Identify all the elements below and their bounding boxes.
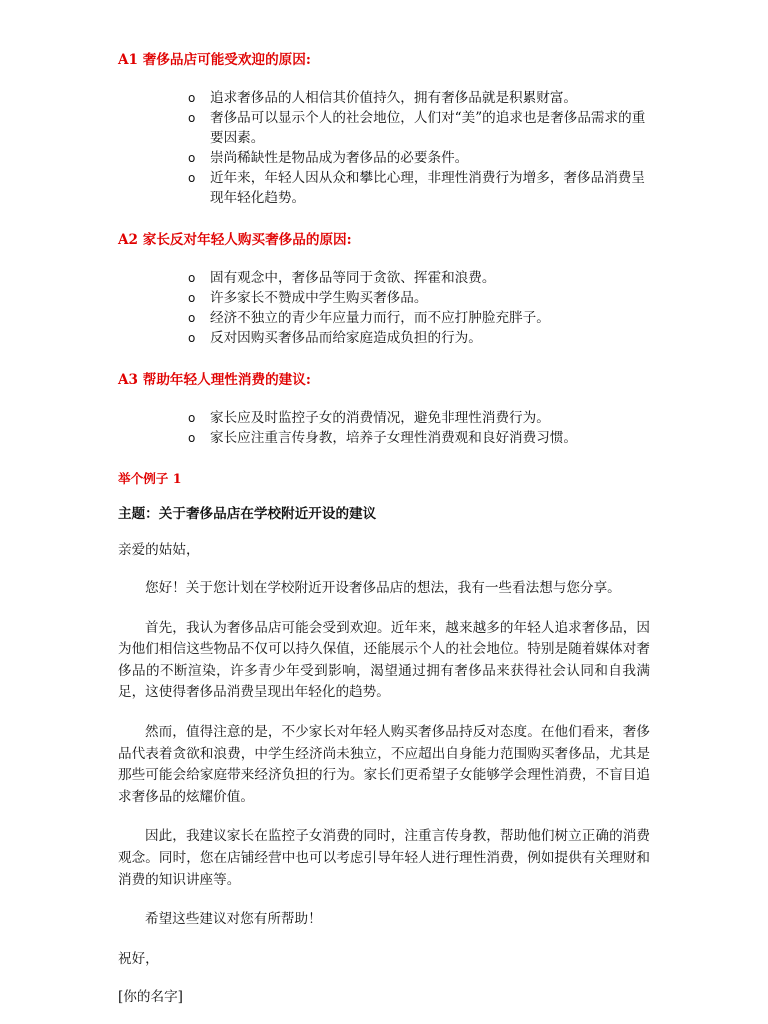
list-item [188, 328, 650, 348]
section-heading-a2: A2 家长反对年轻人购买奢侈品的原因: [118, 232, 352, 248]
list-item-text: 近年来，年轻人因从众和攀比心理，非理性消费行为增多，奢侈品消费呈现年轻化趋势。 [210, 170, 645, 206]
section-heading-a1: A1 奢侈品店可能受欢迎的原因: [118, 52, 311, 68]
circle-bullet-icon: o [188, 271, 196, 285]
list-item [188, 288, 650, 308]
list-item-text: 固有观念中，奢侈品等同于贪欲、挥霍和浪费。 [210, 270, 496, 286]
bullet-list-a2 [118, 268, 650, 348]
letter-paragraph: 因此，我建议家长在监控子女消费的同时，注重言传身教，帮助他们树立正确的消费观念。同时，您在店铺经营中也可以考虑引导年轻人进行理性消费，例如提供有关理财和消费的知识讲座等。 [118, 828, 650, 888]
circle-bullet-icon: o [188, 171, 196, 185]
list-item [188, 168, 650, 208]
list-item-text: 家长应注重言传身教，培养子女理性消费观和良好消费习惯。 [210, 430, 578, 446]
list-item-text: 经济不独立的青少年应量力而行，而不应打肿脸充胖子。 [210, 310, 550, 326]
list-item-text: 追求奢侈品的人相信其价值持久，拥有奢侈品就是积累财富。 [210, 90, 578, 106]
list-item-text: 家长应及时监控子女的消费情况，避免非理性消费行为。 [210, 410, 550, 426]
section-heading-a3: A3 帮助年轻人理性消费的建议: [118, 372, 311, 388]
letter-signature: [你的名字] [118, 988, 183, 1005]
letter-paragraph: 然而，值得注意的是，不少家长对年轻人购买奢侈品持反对态度。在他们看来，奢侈品代表着贪欲和浪费，中学生经济尚未独立，不应超出自身能力范围购买奢侈品，尤其是那些可能会给家庭带来经济负担的行为。家长们更希望子女能够学会理性消费，不盲目追求奢侈品的炫耀价值。 [118, 723, 650, 805]
circle-bullet-icon: o [188, 291, 196, 305]
list-item [188, 308, 650, 328]
list-item [188, 108, 650, 148]
list-item [188, 428, 650, 448]
list-item [188, 88, 650, 108]
circle-bullet-icon: o [188, 431, 196, 445]
circle-bullet-icon: o [188, 311, 196, 325]
letter-paragraph: 首先，我认为奢侈品店可能会受到欢迎。近年来，越来越多的年轻人追求奢侈品，因为他们相信这些物品不仅可以持久保值，还能展示个人的社会地位。特别是随着媒体对奢侈品的不断渲染，许多青少年受到影响，渴望通过拥有奢侈品来获得社会认同和自我满足，这使得奢侈品消费呈现出年轻化的趋势。 [118, 619, 650, 701]
example-label: 举个例子 1 [118, 471, 182, 486]
circle-bullet-icon: o [188, 331, 196, 345]
list-item-text: 许多家长不赞成中学生购买奢侈品。 [210, 290, 428, 306]
letter-topic: 主题：关于奢侈品店在学校附近开设的建议 [118, 506, 377, 522]
letter-salutation: 亲爱的姑姑， [118, 542, 200, 558]
bullet-list-a1 [118, 88, 650, 208]
list-item-text: 反对因购买奢侈品而给家庭造成负担的行为。 [210, 330, 482, 346]
list-item-text: 崇尚稀缺性是物品成为奢侈品的必要条件。 [210, 150, 469, 166]
circle-bullet-icon: o [188, 91, 196, 105]
list-item [188, 148, 650, 168]
circle-bullet-icon: o [188, 411, 196, 425]
list-item [188, 268, 650, 288]
letter-closing: 祝好， [118, 950, 159, 967]
letter-paragraph: 您好！关于您计划在学校附近开设奢侈品店的想法，我有一些看法想与您分享。 [145, 580, 621, 596]
letter-paragraph: 希望这些建议对您有所帮助！ [145, 911, 322, 928]
circle-bullet-icon: o [188, 111, 196, 125]
list-item [188, 408, 650, 428]
list-item-text: 奢侈品可以显示个人的社会地位，人们对“美”的追求也是奢侈品需求的重要因素。 [210, 110, 646, 146]
bullet-list-a3 [118, 408, 650, 448]
circle-bullet-icon: o [188, 151, 196, 165]
